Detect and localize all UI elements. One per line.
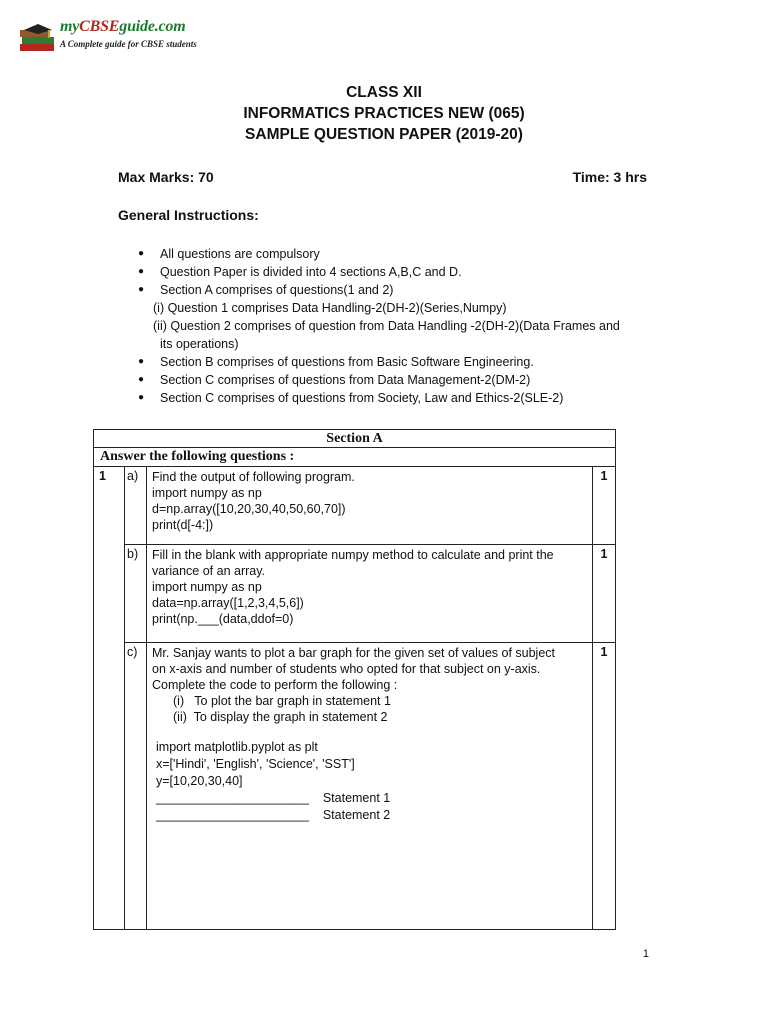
bullet-icon: ●	[138, 284, 145, 295]
instruction-item: ● Section A comprises of questions(1 and 2)	[138, 283, 394, 297]
statement-blank: ______________________ Statement 2	[156, 808, 391, 822]
subquestion-text: Mr. Sanjay wants to plot a bar graph for the given set of values of subject on x-axis and number of students who opted for that subject on y-axis. Complete the code to perform the following : (i) To plot the bar graph in statement 1 (ii) To display the graph in statement 2 import matplotlib.pyplot as plt x=['Hindi', 'English', 'Science', 'SST'] y=[10,20,30,40] ______________________ Statement 1 ______________________ Statement 2	[147, 643, 593, 930]
instruction-subitem: (ii) Question 2 comprises of question from Data Handling -2(DH-2)(Data Frames and	[153, 319, 620, 333]
question-row	[94, 545, 616, 643]
subquestion-label: a)	[125, 467, 147, 545]
subquestion-label: c)	[125, 643, 147, 930]
question-row	[94, 643, 616, 930]
site-logo	[18, 18, 218, 54]
code-line: y=[10,20,30,40]	[156, 774, 243, 788]
paper-title	[0, 82, 768, 145]
section-title: Section A	[94, 430, 616, 448]
logo-wordmark: myCBSEguide.com	[60, 18, 186, 35]
question-number: 1	[94, 467, 125, 930]
code-line: import matplotlib.pyplot as plt	[156, 740, 318, 754]
marks: 1	[593, 545, 616, 643]
bullet-icon: ●	[138, 248, 145, 259]
task-item: (ii) To display the graph in statement 2	[173, 710, 388, 724]
marks: 1	[593, 643, 616, 930]
statement-blank: ______________________ Statement 1	[156, 791, 391, 805]
title-class: CLASS XII	[346, 84, 422, 101]
code-line: x=['Hindi', 'English', 'Science', 'SST']	[156, 757, 355, 771]
bullet-icon: ●	[138, 356, 145, 367]
bullet-icon: ●	[138, 392, 145, 403]
time-allowed: Time: 3 hrs	[572, 169, 647, 185]
title-paper: SAMPLE QUESTION PAPER (2019-20)	[245, 126, 523, 143]
logo-tagline: A Complete guide for CBSE students	[60, 39, 197, 49]
answer-heading: Answer the following questions :	[94, 448, 616, 467]
instruction-item: ● Section C comprises of questions from Data Management-2(DM-2)	[138, 373, 531, 387]
marks: 1	[593, 467, 616, 545]
instructions-list	[138, 245, 658, 407]
books-icon	[18, 24, 58, 54]
max-marks: Max Marks: 70	[118, 169, 214, 185]
task-item: (i) To plot the bar graph in statement 1	[173, 694, 391, 708]
subquestion-label: b)	[125, 545, 147, 643]
instruction-item: ● All questions are compulsory	[138, 247, 320, 261]
subquestion-text: Find the output of following program. import numpy as np d=np.array([10,20,30,40,50,60,70]) print(d[-4:])	[147, 467, 593, 545]
instructions-heading: General Instructions:	[118, 207, 259, 223]
instruction-subitem-cont: its operations)	[160, 337, 239, 351]
subquestion-text: Fill in the blank with appropriate numpy method to calculate and print the variance of an array. import numpy as np data=np.array([1,2,3,4,5,6]) print(np.___(data,ddof=0)	[147, 545, 593, 643]
instruction-item: ● Section C comprises of questions from Society, Law and Ethics-2(SLE-2)	[138, 391, 564, 405]
bullet-icon: ●	[138, 374, 145, 385]
instruction-subitem: (i) Question 1 comprises Data Handling-2(DH-2)(Series,Numpy)	[153, 301, 507, 315]
question-row	[94, 467, 616, 545]
instruction-item: ● Question Paper is divided into 4 sections A,B,C and D.	[138, 265, 462, 279]
bullet-icon: ●	[138, 266, 145, 277]
title-subject: INFORMATICS PRACTICES NEW (065)	[243, 105, 525, 122]
instruction-item: ● Section B comprises of questions from Basic Software Engineering.	[138, 355, 534, 369]
page-number: 1	[642, 948, 649, 960]
question-table	[93, 429, 616, 930]
